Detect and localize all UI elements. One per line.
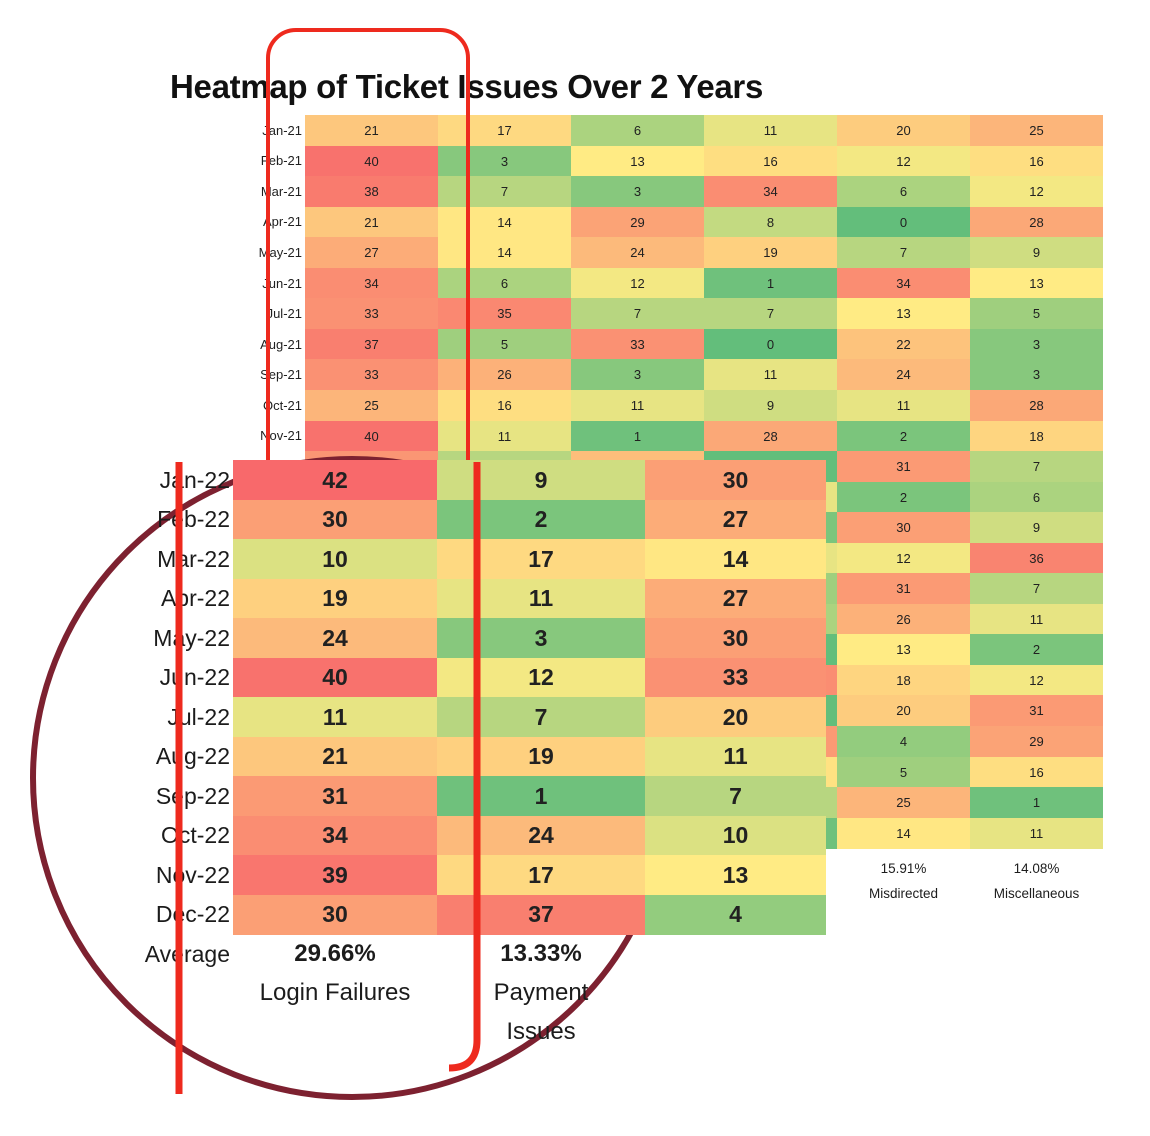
heatmap-cell: 34 xyxy=(305,268,438,299)
heatmap-cell: 24 xyxy=(571,237,704,268)
heatmap-cell: 0 xyxy=(837,207,970,238)
lens-heatmap-cell: 31 xyxy=(233,776,437,816)
heatmap-cell: 20 xyxy=(837,695,970,726)
heatmap-cell: 3 xyxy=(438,146,571,177)
lens-row-label: May-22 xyxy=(153,624,230,651)
chart-title: Heatmap of Ticket Issues Over 2 Years xyxy=(170,68,764,105)
lens-heatmap-cell: 37 xyxy=(437,895,645,935)
heatmap-cell: 1 xyxy=(970,787,1103,818)
heatmap-cell: 16 xyxy=(970,146,1103,177)
lens-heatmap-cell: 4 xyxy=(645,895,826,935)
lens-heatmap-cell: 2 xyxy=(437,500,645,540)
lens-heatmap-cell: 10 xyxy=(233,539,437,579)
heatmap-cell: 2 xyxy=(837,421,970,452)
heatmap-cell: 30 xyxy=(837,512,970,543)
column-average-pct: 15.91% xyxy=(880,860,927,876)
heatmap-cell: 31 xyxy=(970,695,1103,726)
heatmap-cell: 24 xyxy=(837,359,970,390)
heatmap-cell: 14 xyxy=(438,207,571,238)
heatmap-cell: 6 xyxy=(571,115,704,146)
heatmap-cell: 2 xyxy=(837,482,970,513)
heatmap-cell: 13 xyxy=(571,146,704,177)
heatmap-cell: 3 xyxy=(970,329,1103,360)
heatmap-cell: 35 xyxy=(438,298,571,329)
heatmap-cell: 18 xyxy=(837,665,970,696)
magnifier-lens xyxy=(30,456,749,1100)
heatmap-cell: 3 xyxy=(571,359,704,390)
heatmap-cell: 14 xyxy=(438,237,571,268)
heatmap-cell: 36 xyxy=(970,543,1103,574)
heatmap-cell: 28 xyxy=(970,207,1103,238)
heatmap-cell: 5 xyxy=(837,757,970,788)
heatmap-cell: 1 xyxy=(704,268,837,299)
lens-heatmap-cell: 11 xyxy=(437,579,645,619)
heatmap-cell: 9 xyxy=(970,512,1103,543)
lens-row-label: Feb-22 xyxy=(157,506,230,532)
lens-heatmap-cell: 24 xyxy=(233,618,437,658)
row-label: Aug-21 xyxy=(260,336,302,352)
lens-heatmap-cell: 12 xyxy=(437,658,645,698)
heatmap-cell: 33 xyxy=(571,329,704,360)
heatmap-cell: 11 xyxy=(704,115,837,146)
heatmap-cell: 13 xyxy=(837,298,970,329)
heatmap-cell: 11 xyxy=(704,359,837,390)
lens-heatmap-cell: 30 xyxy=(645,460,826,500)
heatmap-cell: 12 xyxy=(837,543,970,574)
lens-heatmap-cell: 30 xyxy=(645,618,826,658)
lens-row-label: Aug-22 xyxy=(155,743,230,769)
heatmap-cell: 26 xyxy=(837,604,970,635)
heatmap-cell: 33 xyxy=(305,298,438,329)
lens-heatmap-cell: 30 xyxy=(233,500,437,540)
lens-column-label: Login Failures xyxy=(259,979,411,1006)
heatmap-cell: 29 xyxy=(571,207,704,238)
heatmap-cell: 21 xyxy=(305,207,438,238)
heatmap-cell: 11 xyxy=(970,604,1103,635)
heatmap-cell: 4 xyxy=(837,726,970,757)
heatmap-cell: 12 xyxy=(970,176,1103,207)
heatmap-cell: 12 xyxy=(970,665,1103,696)
column-average-pct: 14.08% xyxy=(1013,860,1060,876)
heatmap-cell: 13 xyxy=(837,634,970,665)
heatmap-cell: 21 xyxy=(305,115,438,146)
heatmap-cell: 20 xyxy=(837,115,970,146)
lens-row-label: Jan-22 xyxy=(159,466,230,493)
heatmap-cell: 25 xyxy=(970,115,1103,146)
heatmap-cell: 34 xyxy=(837,268,970,299)
heatmap-cell: 27 xyxy=(305,237,438,268)
column-label: Miscellaneous xyxy=(993,885,1080,901)
lens-heatmap-cell: 30 xyxy=(233,895,437,935)
lens-heatmap-cell: 27 xyxy=(645,579,826,619)
lens-heatmap-cell: 7 xyxy=(437,697,645,737)
lens-heatmap-cell: 14 xyxy=(645,539,826,579)
heatmap-cell: 5 xyxy=(970,298,1103,329)
lens-heatmap-cell: 13 xyxy=(645,855,826,895)
lens-row-label: Jun-22 xyxy=(159,664,230,690)
column-label: Misdirected xyxy=(868,885,939,901)
heatmap-cell: 31 xyxy=(837,573,970,604)
lens-column-label: Issues xyxy=(506,1018,576,1045)
heatmap-cell: 13 xyxy=(970,268,1103,299)
heatmap-cell: 16 xyxy=(704,146,837,177)
heatmap-cell: 14 xyxy=(837,818,970,849)
lens-heatmap-cell: 19 xyxy=(437,737,645,777)
lens-heatmap-cell: 19 xyxy=(233,579,437,619)
heatmap-cell: 19 xyxy=(704,237,837,268)
heatmap-cell: 1 xyxy=(571,421,704,452)
heatmap-cell: 7 xyxy=(704,298,837,329)
lens-heatmap-cell: 1 xyxy=(437,776,645,816)
lens-heatmap-cell: 33 xyxy=(645,658,826,698)
lens-heatmap-cell: 11 xyxy=(233,697,437,737)
lens-row-label: Dec-22 xyxy=(155,901,230,927)
row-label: Mar-21 xyxy=(260,183,302,199)
heatmap-cell: 5 xyxy=(438,329,571,360)
heatmap-cell: 31 xyxy=(837,451,970,482)
row-label: May-21 xyxy=(258,244,302,260)
heatmap-cell: 7 xyxy=(438,176,571,207)
heatmap-cell: 40 xyxy=(305,421,438,452)
heatmap-cell: 6 xyxy=(438,268,571,299)
heatmap-cell: 8 xyxy=(704,207,837,238)
heatmap-cell: 28 xyxy=(970,390,1103,421)
heatmap-cell: 9 xyxy=(704,390,837,421)
lens-row-label: Sep-22 xyxy=(155,782,230,809)
heatmap-cell: 0 xyxy=(704,329,837,360)
lens-heatmap-cell: 24 xyxy=(437,816,645,856)
heatmap-cell: 11 xyxy=(970,818,1103,849)
row-label: Jan-21 xyxy=(262,122,302,138)
lens-average-row-label: Average xyxy=(144,940,230,967)
heatmap-cell: 16 xyxy=(970,757,1103,788)
heatmap-cell: 9 xyxy=(970,237,1103,268)
lens-heatmap-cell: 7 xyxy=(645,776,826,816)
lens-heatmap-cell: 40 xyxy=(233,658,437,698)
heatmap-cell: 7 xyxy=(970,573,1103,604)
lens-row-label: Apr-22 xyxy=(160,585,230,611)
lens-column-average-pct: 13.33% xyxy=(500,940,582,967)
heatmap-cell: 18 xyxy=(970,421,1103,452)
heatmap-cell: 40 xyxy=(305,146,438,177)
heatmap-cell: 6 xyxy=(970,482,1103,513)
lens-heatmap-cell: 9 xyxy=(437,460,645,500)
row-label: Oct-21 xyxy=(262,397,302,413)
heatmap-cell: 25 xyxy=(837,787,970,818)
lens-row-label: Oct-22 xyxy=(160,822,230,848)
heatmap-cell: 26 xyxy=(438,359,571,390)
row-label: Jun-21 xyxy=(262,275,302,291)
heatmap-cell: 37 xyxy=(305,329,438,360)
lens-row-label: Jul-22 xyxy=(167,703,230,730)
heatmap-cell: 7 xyxy=(571,298,704,329)
heatmap-cell: 2 xyxy=(970,634,1103,665)
heatmap-cell: 25 xyxy=(305,390,438,421)
lens-heatmap-cell: 27 xyxy=(645,500,826,540)
row-label: Feb-21 xyxy=(260,153,302,169)
lens-row-label: Nov-22 xyxy=(155,861,230,888)
row-label: Jul-21 xyxy=(266,306,302,322)
lens-heatmap-cell: 34 xyxy=(233,816,437,856)
heatmap-cell: 11 xyxy=(837,390,970,421)
lens-heatmap-cell: 42 xyxy=(233,460,437,500)
lens-heatmap-cell: 20 xyxy=(645,697,826,737)
heatmap-cell: 11 xyxy=(571,390,704,421)
lens-heatmap-cell: 39 xyxy=(233,855,437,895)
heatmap-cell: 17 xyxy=(438,115,571,146)
heatmap-cell: 3 xyxy=(571,176,704,207)
heatmap-cell: 38 xyxy=(305,176,438,207)
heatmap-cell: 11 xyxy=(438,421,571,452)
lens-heatmap-cell: 17 xyxy=(437,855,645,895)
row-label: Apr-21 xyxy=(262,214,302,230)
heatmap-cell: 28 xyxy=(704,421,837,452)
heatmap-cell: 6 xyxy=(837,176,970,207)
heatmap-cell: 29 xyxy=(970,726,1103,757)
heatmap-cell: 12 xyxy=(571,268,704,299)
lens-column-average-pct: 29.66% xyxy=(294,940,376,967)
lens-row-label: Mar-22 xyxy=(157,545,230,572)
heatmap-cell: 33 xyxy=(305,359,438,390)
heatmap-cell: 3 xyxy=(970,359,1103,390)
lens-heatmap-cell: 10 xyxy=(645,816,826,856)
row-label: Sep-21 xyxy=(260,367,302,383)
row-label: Nov-21 xyxy=(260,428,302,444)
lens-heatmap-cell: 17 xyxy=(437,539,645,579)
heatmap-cell: 34 xyxy=(704,176,837,207)
lens-heatmap-cell: 21 xyxy=(233,737,437,777)
heatmap-cell: 16 xyxy=(438,390,571,421)
lens-heatmap-cell: 11 xyxy=(645,737,826,777)
heatmap-cell: 12 xyxy=(837,146,970,177)
heatmap-cell: 7 xyxy=(837,237,970,268)
lens-heatmap-cell: 3 xyxy=(437,618,645,658)
heatmap-cell: 22 xyxy=(837,329,970,360)
heatmap-cell: 7 xyxy=(970,451,1103,482)
lens-column-label: Payment xyxy=(493,979,589,1006)
